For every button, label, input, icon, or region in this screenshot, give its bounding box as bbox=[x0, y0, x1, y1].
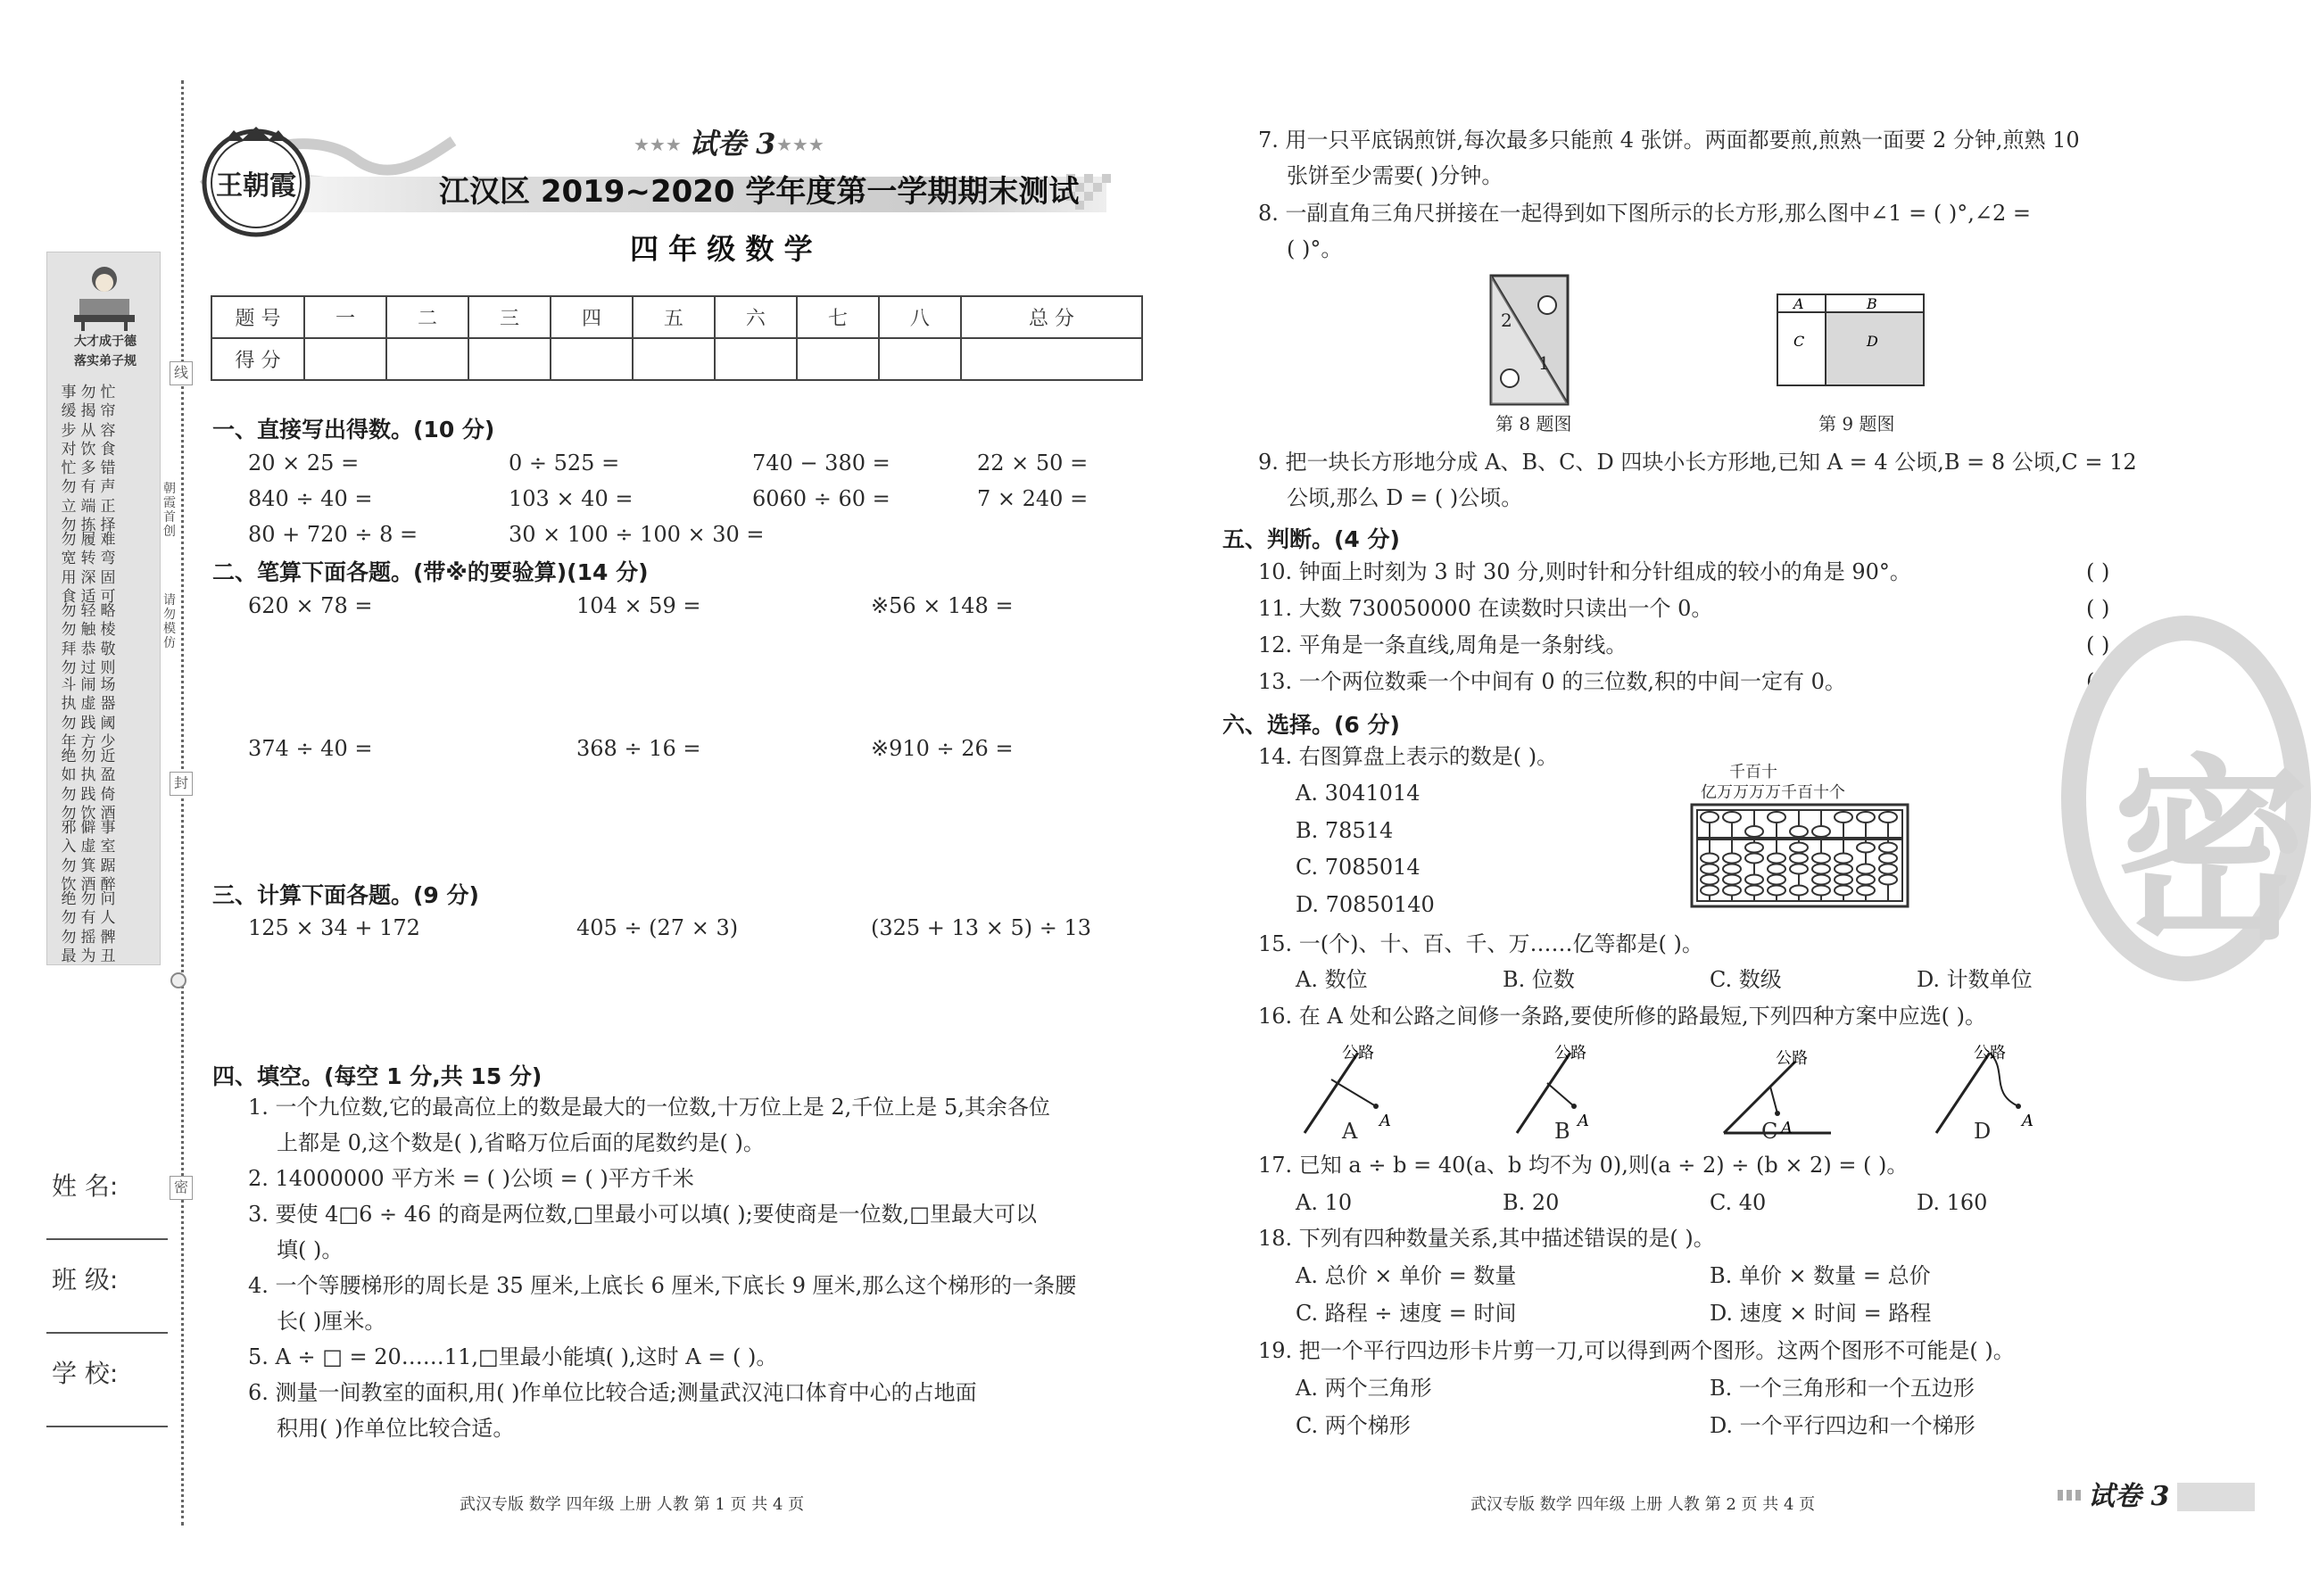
question-19: 19. 把一个平行四边形卡片剪一刀,可以得到两个图形。这两个图形不可能是( )。 bbox=[1258, 1338, 2015, 1363]
abacus-lower-bead bbox=[1812, 864, 1830, 874]
checker-pattern bbox=[1066, 174, 1156, 217]
abacus-lower-bead bbox=[1768, 886, 1785, 896]
abacus-lower-bead bbox=[1790, 886, 1808, 896]
abacus-lower-bead bbox=[1835, 886, 1852, 896]
fill-blank-line: 填( )。 bbox=[277, 1237, 344, 1262]
sidebar-motto-column: 勿揭从饮 bbox=[80, 384, 96, 459]
exam-badge: 试卷 3 bbox=[689, 127, 776, 161]
cut-mark-feng: 封 bbox=[170, 772, 193, 796]
abacus-lower-bead bbox=[1745, 886, 1763, 896]
class-label: 班 级: bbox=[52, 1265, 119, 1294]
score-blank-cell bbox=[879, 338, 961, 380]
question-line: 9. 把一块长方形地分成 A、B、C、D 四块小长方形地,已知 A = 4 公顷,B = 8 公顷,C = 12 bbox=[1258, 450, 2137, 475]
q18-option: C. 路程 ÷ 速度 = 时间 bbox=[1296, 1301, 1517, 1326]
road-label: 公路 bbox=[1342, 1044, 1374, 1063]
point-a-dot bbox=[1373, 1104, 1379, 1109]
footer-band bbox=[2177, 1483, 2255, 1511]
road-label: 公路 bbox=[1974, 1044, 2006, 1063]
abacus-lower-bead bbox=[1857, 864, 1875, 874]
abacus-lower-bead bbox=[1768, 864, 1785, 874]
oral-calc-item: 80 + 720 ÷ 8 = bbox=[248, 522, 418, 547]
sidebar-motto-column: 绝如勿勿 bbox=[61, 748, 77, 823]
written-calc-item: 368 ÷ 16 = bbox=[576, 736, 701, 761]
point-a-label: A bbox=[1379, 1112, 1391, 1130]
q14-option: C. 7085014 bbox=[1296, 855, 1421, 880]
section-2-title: 二、笔算下面各题。(带※的要验算)(14 分) bbox=[212, 559, 649, 585]
abacus-upper-bead bbox=[1879, 812, 1897, 823]
abacus-lower-bead bbox=[1790, 854, 1808, 864]
abacus-lower-bead bbox=[1835, 864, 1852, 874]
region-a-label: A bbox=[1793, 295, 1804, 312]
stars-left: ★★★ bbox=[634, 134, 682, 155]
q14-option: B. 78514 bbox=[1296, 818, 1394, 843]
abacus-lower-bead bbox=[1723, 864, 1741, 874]
point-a-dot bbox=[2016, 1104, 2021, 1109]
fill-blank-line: 2. 14000000 平方米 = ( )公顷 = ( )平方千米 bbox=[248, 1166, 694, 1191]
angle-1-label: 1 bbox=[1538, 352, 1550, 374]
connecting-path bbox=[1547, 1083, 1574, 1106]
q19-option: D. 一个平行四边和一个梯形 bbox=[1710, 1413, 1976, 1438]
calc-expression-item: (325 + 13 × 5) ÷ 13 bbox=[871, 915, 1091, 940]
score-header-cell: 六 bbox=[715, 296, 797, 338]
fill-blank-line: 上都是 0,这个数是( ),省略万位后面的尾数约是( )。 bbox=[277, 1130, 765, 1155]
q14-option: D. 70850140 bbox=[1296, 892, 1435, 917]
written-calc-item: ※56 × 148 = bbox=[871, 593, 1014, 618]
oral-calc-item: 20 × 25 = bbox=[248, 451, 360, 475]
question-line: 8. 一副直角三角尺拼接在一起得到如下图所示的长方形,那么图中∠1 = ( )°,∠2 = bbox=[1258, 201, 2032, 226]
q19-option: A. 两个三角形 bbox=[1296, 1376, 1432, 1401]
score-header-cell: 二 bbox=[386, 296, 468, 338]
fill-blank-line: 3. 要使 4□6 ÷ 46 的商是两位数,□里最小可以填( );要使商是一位数,□里最大可以 bbox=[248, 1202, 1037, 1227]
abacus-lower-bead bbox=[1768, 875, 1785, 885]
oral-calc-item: 30 × 100 ÷ 100 × 30 = bbox=[509, 522, 765, 547]
oral-calc-item: 103 × 40 = bbox=[509, 486, 634, 511]
abacus-top-labels: 千百十 bbox=[1729, 763, 1777, 781]
score-label-cell: 得 分 bbox=[211, 338, 304, 380]
score-blank-cell bbox=[961, 338, 1142, 380]
abacus-lower-bead bbox=[1790, 843, 1808, 853]
score-header-cell: 三 bbox=[468, 296, 551, 338]
name-line bbox=[46, 1238, 168, 1240]
section-4-title: 四、填空。(每空 1 分,共 15 分) bbox=[212, 1063, 543, 1089]
sidebar-motto-column: 事缓步对 bbox=[61, 384, 77, 459]
abacus-lower-bead bbox=[1723, 875, 1741, 885]
abacus-upper-bead bbox=[1723, 812, 1741, 823]
abacus-upper-bead bbox=[1857, 812, 1875, 823]
q16-option: D bbox=[1974, 1119, 1992, 1144]
abacus-lower-bead bbox=[1812, 854, 1830, 864]
road-diagram-3 bbox=[1936, 1044, 2070, 1142]
abacus-upper-bead bbox=[1835, 812, 1852, 823]
question-14: 14. 右图算盘上表示的数是( )。 bbox=[1258, 744, 1559, 769]
figure-9-rectangle bbox=[1776, 293, 1926, 387]
fill-blank-line: 5. A ÷ □ = 20……11,□里最小能填( ),这时 A = ( )。 bbox=[248, 1344, 778, 1369]
road-diagram-0 bbox=[1305, 1044, 1438, 1142]
judge-answer-paren: ( ) bbox=[2086, 633, 2110, 657]
section-1-title: 一、直接写出得数。(10 分) bbox=[212, 417, 495, 442]
question-16: 16. 在 A 处和公路之间修一条路,要使所修的路最短,下列四种方案中应选( )。 bbox=[1258, 1004, 1986, 1029]
question-line: ( )°。 bbox=[1287, 236, 1343, 261]
abacus-lower-bead bbox=[1879, 875, 1897, 885]
q17-option: C. 40 bbox=[1710, 1190, 1767, 1215]
abacus-lower-bead bbox=[1879, 854, 1897, 864]
abacus-lower-bead bbox=[1701, 854, 1719, 864]
point-a-dot bbox=[1571, 1104, 1577, 1109]
judge-item: 11. 大数 730050000 在读数时只读出一个 0。 bbox=[1258, 596, 1713, 621]
oral-calc-item: 0 ÷ 525 = bbox=[509, 451, 620, 475]
oral-calc-item: 22 × 50 = bbox=[977, 451, 1089, 475]
section-5-title: 五、判断。(4 分) bbox=[1222, 526, 1400, 552]
calc-expression-item: 405 ÷ (27 × 3) bbox=[576, 915, 739, 940]
fill-blank-line: 4. 一个等腰梯形的周长是 35 厘米,上底长 6 厘米,下底长 9 厘米,那么这个梯形的一条腰 bbox=[248, 1273, 1077, 1298]
road-diagram-1 bbox=[1517, 1044, 1651, 1142]
cut-mark-mi: 密 bbox=[170, 1176, 193, 1200]
q15-option: C. 数级 bbox=[1710, 967, 1782, 992]
written-calc-item: 620 × 78 = bbox=[248, 593, 373, 618]
score-blank-cell bbox=[551, 338, 633, 380]
watermark-char: 密 bbox=[2113, 738, 2310, 966]
abacus-lower-bead bbox=[1745, 875, 1763, 885]
q15-option: B. 位数 bbox=[1503, 967, 1575, 992]
abacus-place-labels: 亿万万万万千百十个 bbox=[1701, 783, 1845, 802]
sidebar-motto-column: 问人髀丑 bbox=[100, 890, 116, 965]
watermark-seal bbox=[2061, 616, 2311, 981]
binding-dotted-line bbox=[181, 80, 184, 1526]
road-diagram-2 bbox=[1724, 1044, 1858, 1142]
abacus-lower-bead bbox=[1701, 875, 1719, 885]
figure-9-caption: 第 9 题图 bbox=[1818, 413, 1895, 434]
abacus-lower-bead bbox=[1835, 875, 1852, 885]
footer-checker bbox=[2058, 1490, 2081, 1501]
stars-right: ★★★ bbox=[776, 134, 824, 155]
oral-calc-item: 740 − 380 = bbox=[752, 451, 890, 475]
judge-item: 12. 平角是一条直线,周角是一条射线。 bbox=[1258, 633, 1628, 657]
sidebar-motto-column: 近盈倚酒 bbox=[100, 748, 116, 823]
sidebar-motto-column: 闹虚践方 bbox=[80, 676, 96, 751]
motto-2: 落实弟子规 bbox=[74, 354, 137, 368]
sidebar-motto-column: 忙帘容食 bbox=[100, 384, 116, 459]
abacus-lower-bead bbox=[1745, 843, 1763, 853]
abacus-lower-bead bbox=[1723, 854, 1741, 864]
q17-option: B. 20 bbox=[1503, 1190, 1560, 1215]
question-15: 15. 一(个)、十、百、千、万……亿等都是( )。 bbox=[1258, 931, 1703, 956]
written-calc-item: 374 ÷ 40 = bbox=[248, 736, 373, 761]
sidebar-motto-column: 勿有摇为 bbox=[80, 890, 96, 965]
section-6-title: 六、选择。(6 分) bbox=[1222, 712, 1400, 738]
calc-expression-item: 125 × 34 + 172 bbox=[248, 915, 420, 940]
abacus-lower-bead bbox=[1857, 875, 1875, 885]
figure-8-caption: 第 8 题图 bbox=[1495, 413, 1572, 434]
point-a-label: A bbox=[1781, 1119, 1793, 1137]
footer-right: 武汉专版 数学 四年级 上册 人教 第 2 页 共 4 页 bbox=[1470, 1495, 1816, 1514]
footer-left: 武汉专版 数学 四年级 上册 人教 第 1 页 共 4 页 bbox=[460, 1495, 805, 1514]
q17-option: D. 160 bbox=[1917, 1190, 1988, 1215]
question-18: 18. 下列有四种数量关系,其中描述错误的是( )。 bbox=[1258, 1226, 1715, 1251]
cut-mark-xian: 线 bbox=[170, 361, 193, 385]
point-a-label: A bbox=[2022, 1112, 2034, 1130]
oral-calc-item: 7 × 240 = bbox=[977, 486, 1089, 511]
question-17: 17. 已知 a ÷ b = 40(a、b 均不为 0),则(a ÷ 2) ÷ (b × 2) = ( )。 bbox=[1258, 1153, 1909, 1178]
judge-answer-paren: ( ) bbox=[2086, 669, 2110, 694]
sidebar-motto-column: 绝勿勿最 bbox=[61, 890, 77, 965]
score-blank-cell bbox=[633, 338, 715, 380]
written-calc-item: ※910 ÷ 26 = bbox=[871, 736, 1014, 761]
sidebar-motto-column: 略棱敬则 bbox=[100, 602, 116, 677]
question-line: 公顷,那么 D = ( )公顷。 bbox=[1287, 485, 1523, 510]
sidebar-motto-column: 难弯固可 bbox=[100, 531, 116, 606]
road-label: 公路 bbox=[1776, 1049, 1808, 1068]
score-header-cell: 总 分 bbox=[961, 296, 1142, 338]
student-reading-icon bbox=[67, 260, 142, 331]
school-label: 学 校: bbox=[52, 1359, 119, 1388]
vertical-note-1: 朝霞首创 bbox=[163, 482, 176, 540]
question-line: 7. 用一只平底锅煎饼,每次最多只能煎 4 张饼。两面都要煎,煎熟一面要 2 分钟,煎熟 10 bbox=[1258, 128, 2080, 153]
footer-badge: 试卷 3 bbox=[2088, 1481, 2170, 1512]
judge-item: 13. 一个两位数乘一个中间有 0 的三位数,积的中间一定有 0。 bbox=[1258, 669, 1846, 694]
sidebar-motto-column: 错声正择 bbox=[100, 459, 116, 534]
q17-option: A. 10 bbox=[1296, 1190, 1353, 1215]
oral-calc-item: 840 ÷ 40 = bbox=[248, 486, 373, 511]
vertical-note-2: 请勿模仿 bbox=[163, 593, 176, 651]
abacus-lower-bead bbox=[1790, 864, 1808, 874]
q18-option: A. 总价 × 单价 = 数量 bbox=[1296, 1263, 1517, 1288]
written-calc-item: 104 × 59 = bbox=[576, 593, 701, 618]
section-3-title: 三、计算下面各题。(9 分) bbox=[212, 882, 479, 908]
region-d-label: D bbox=[1867, 333, 1878, 350]
sidebar-motto-column: 事室踞醉 bbox=[100, 819, 116, 894]
q15-option: D. 计数单位 bbox=[1917, 967, 2033, 992]
q16-option: C bbox=[1761, 1119, 1778, 1144]
score-row-header bbox=[211, 296, 1142, 338]
abacus-lower-bead bbox=[1812, 886, 1830, 896]
abacus-lower-bead bbox=[1879, 864, 1897, 874]
abacus-lower-bead bbox=[1857, 886, 1875, 896]
motto-1: 大才成于德 bbox=[74, 335, 137, 349]
connecting-path bbox=[1331, 1079, 1376, 1106]
brand-logo bbox=[198, 125, 314, 241]
sidebar-motto-column: 忙勿立勿 bbox=[61, 459, 77, 534]
score-row-points bbox=[211, 338, 1142, 380]
sidebar-motto-column: 勿宽用食 bbox=[61, 531, 77, 606]
score-blank-cell bbox=[715, 338, 797, 380]
score-header-cell: 一 bbox=[304, 296, 386, 338]
abacus-lower-bead bbox=[1745, 854, 1763, 864]
sidebar-motto-column: 僻虚箕酒 bbox=[80, 819, 96, 894]
brand-logo-text: 王朝霞 bbox=[216, 170, 296, 202]
figure-8-triangles bbox=[1488, 273, 1570, 407]
school-line bbox=[46, 1426, 168, 1427]
q19-option: C. 两个梯形 bbox=[1296, 1413, 1411, 1438]
score-header-cell: 五 bbox=[633, 296, 715, 338]
oral-calc-item: 6060 ÷ 60 = bbox=[752, 486, 890, 511]
region-b-label: B bbox=[1867, 295, 1877, 312]
sidebar-motto-column: 邪入勿饮 bbox=[61, 819, 77, 894]
fill-blank-line: 6. 测量一间教室的面积,用( )作单位比较合适;测量武汉沌口体育中心的占地面 bbox=[248, 1380, 977, 1405]
sidebar-motto-column: 勿勿拜勿 bbox=[61, 602, 77, 677]
abacus-lower-bead bbox=[1835, 854, 1852, 864]
class-line bbox=[46, 1332, 168, 1334]
q18-option: D. 速度 × 时间 = 路程 bbox=[1710, 1301, 1932, 1326]
score-table bbox=[211, 295, 1143, 381]
abacus-lower-bead bbox=[1701, 864, 1719, 874]
abacus-upper-bead bbox=[1812, 826, 1830, 837]
q18-option: B. 单价 × 数量 = 总价 bbox=[1710, 1263, 1931, 1288]
fill-blank-line: 积用( )作单位比较合适。 bbox=[277, 1416, 515, 1441]
score-blank-cell bbox=[304, 338, 386, 380]
judge-answer-paren: ( ) bbox=[2086, 596, 2110, 621]
abacus-upper-bead bbox=[1768, 812, 1785, 823]
point-a-dot bbox=[1775, 1111, 1780, 1116]
connecting-path bbox=[1770, 1087, 1777, 1113]
sidebar-motto-column: 斗执勿年 bbox=[61, 676, 77, 751]
fill-blank-line: 长( )厘米。 bbox=[277, 1309, 386, 1334]
question-line: 张饼至少需要( )分钟。 bbox=[1287, 163, 1503, 188]
exam-subtitle: 四 年 级 数 学 bbox=[630, 232, 813, 266]
sidebar-motto-column: 勿执践饮 bbox=[80, 748, 96, 823]
q16-option: B bbox=[1554, 1119, 1570, 1144]
fill-blank-line: 1. 一个九位数,它的最高位上的数是最大的一位数,十万位上是 2,千位上是 5,其余各位 bbox=[248, 1095, 1050, 1120]
abacus-upper-bead bbox=[1701, 812, 1719, 823]
judge-item: 10. 钟面上时刻为 3 时 30 分,则时针和分针组成的较小的角是 90°。 bbox=[1258, 559, 1911, 584]
abacus-lower-bead bbox=[1723, 886, 1741, 896]
region-c-label: C bbox=[1793, 333, 1805, 350]
exam-title: 江汉区 2019~2020 学年度第一学期期末测试 bbox=[439, 174, 1080, 210]
q15-option: A. 数位 bbox=[1296, 967, 1368, 992]
judge-answer-paren: ( ) bbox=[2086, 559, 2110, 584]
q19-option: B. 一个三角形和一个五边形 bbox=[1710, 1376, 1975, 1401]
sidebar-motto-column: 多有端拣 bbox=[80, 459, 96, 534]
abacus-lower-bead bbox=[1768, 854, 1785, 864]
sidebar-motto-column: 履转深适 bbox=[80, 531, 96, 606]
abacus-figure bbox=[1690, 803, 1909, 908]
score-blank-cell bbox=[797, 338, 879, 380]
abacus-lower-bead bbox=[1812, 875, 1830, 885]
q16-option: A bbox=[1342, 1119, 1358, 1144]
abacus-upper-bead bbox=[1790, 826, 1808, 837]
point-a-label: A bbox=[1578, 1112, 1589, 1130]
angle-2-label: 2 bbox=[1501, 310, 1512, 331]
sidebar-motto-column: 轻触恭过 bbox=[80, 602, 96, 677]
name-label: 姓 名: bbox=[52, 1171, 119, 1201]
score-header-cell: 八 bbox=[879, 296, 961, 338]
sidebar-motto-column: 场器阈少 bbox=[100, 676, 116, 751]
score-header-cell: 七 bbox=[797, 296, 879, 338]
score-header-cell: 四 bbox=[551, 296, 633, 338]
score-header-cell: 题 号 bbox=[211, 296, 304, 338]
score-blank-cell bbox=[468, 338, 551, 380]
punch-hole-icon bbox=[170, 972, 186, 988]
abacus-lower-bead bbox=[1879, 843, 1897, 853]
road-label: 公路 bbox=[1554, 1044, 1586, 1063]
abacus-upper-bead bbox=[1745, 826, 1763, 837]
score-blank-cell bbox=[386, 338, 468, 380]
abacus-lower-bead bbox=[1701, 886, 1719, 896]
q14-option: A. 3041014 bbox=[1296, 781, 1421, 806]
abacus-lower-bead bbox=[1857, 843, 1875, 853]
